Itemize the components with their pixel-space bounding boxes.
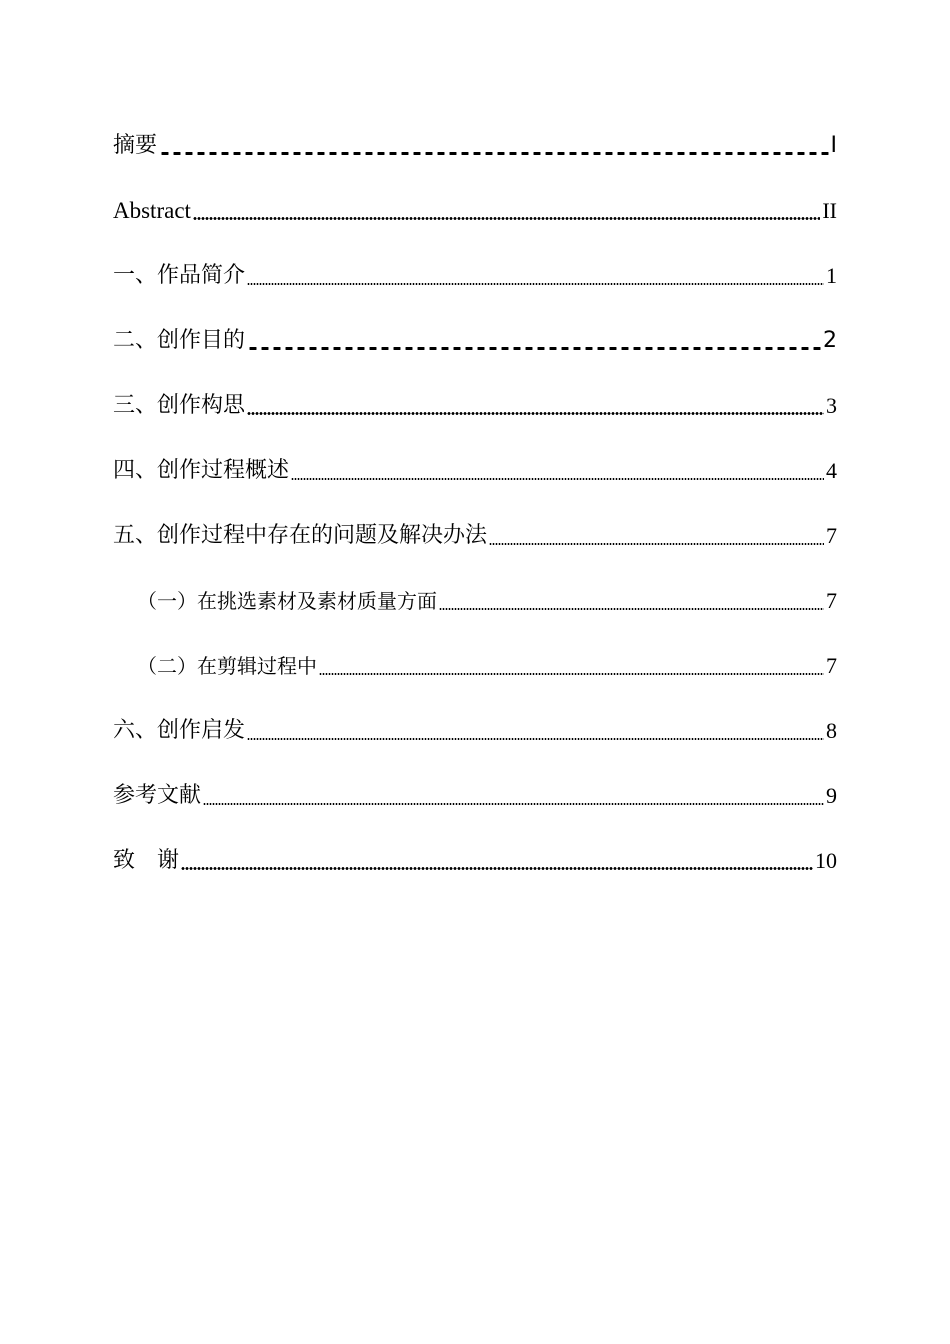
- toc-entry-page: 4: [826, 458, 837, 483]
- dot-leader: [291, 478, 824, 480]
- toc-entry-page: 7: [826, 588, 837, 613]
- toc-entry-section-6[interactable]: [113, 706, 837, 746]
- toc-entry-title: 一、作品简介: [113, 263, 246, 288]
- toc-entry-title: 摘要: [113, 133, 158, 158]
- toc-entry-title: （二）在剪辑过程中: [137, 654, 317, 678]
- toc-entry-page: 2: [823, 328, 837, 353]
- dot-leader: [247, 347, 821, 350]
- dot-leader: [439, 608, 824, 610]
- toc-entry-section-5-1[interactable]: [113, 576, 837, 616]
- toc-entry-title: 致 谢: [113, 848, 180, 873]
- toc-entry-title: 四、创作过程概述: [113, 458, 290, 483]
- toc-entry-abstract-cn[interactable]: [113, 121, 837, 161]
- toc-entry-page: 9: [826, 783, 837, 808]
- toc-entry-page: 7: [826, 653, 837, 678]
- dot-leader: [247, 412, 824, 415]
- toc-entry-section-5-2[interactable]: [113, 641, 837, 681]
- toc-entry-section-1[interactable]: [113, 251, 837, 291]
- dot-leader: [319, 673, 824, 675]
- toc-entry-page: 3: [826, 393, 837, 418]
- toc-entry-page: Ⅰ: [830, 133, 837, 158]
- table-of-contents: [113, 121, 837, 901]
- toc-entry-title: Abstract: [113, 198, 191, 223]
- dot-leader: [159, 152, 828, 155]
- toc-entry-section-4[interactable]: [113, 446, 837, 486]
- toc-entry-acknowledgements[interactable]: [113, 836, 837, 876]
- dot-leader: [203, 803, 824, 805]
- toc-entry-title: （一）在挑选素材及素材质量方面: [137, 589, 437, 613]
- toc-entry-page: II: [822, 198, 837, 223]
- toc-entry-section-2[interactable]: [113, 316, 837, 356]
- toc-entry-references[interactable]: [113, 771, 837, 811]
- toc-entry-page: 8: [826, 718, 837, 743]
- dot-leader: [489, 543, 824, 545]
- toc-entry-page: 10: [815, 848, 837, 873]
- toc-entry-page: 1: [826, 263, 837, 288]
- dot-leader: [193, 217, 820, 220]
- dot-leader: [181, 867, 813, 870]
- toc-entry-section-3[interactable]: [113, 381, 837, 421]
- dot-leader: [247, 283, 824, 285]
- toc-entry-section-5[interactable]: [113, 511, 837, 551]
- toc-entry-title: 参考文献: [113, 783, 202, 808]
- toc-entry-abstract-en[interactable]: [113, 186, 837, 226]
- toc-entry-title: 六、创作启发: [113, 718, 246, 743]
- toc-entry-page: 7: [826, 523, 837, 548]
- toc-entry-title: 二、创作目的: [113, 328, 246, 353]
- dot-leader: [247, 738, 824, 740]
- toc-entry-title: 五、创作过程中存在的问题及解决办法: [113, 523, 488, 548]
- toc-entry-title: 三、创作构思: [113, 393, 246, 418]
